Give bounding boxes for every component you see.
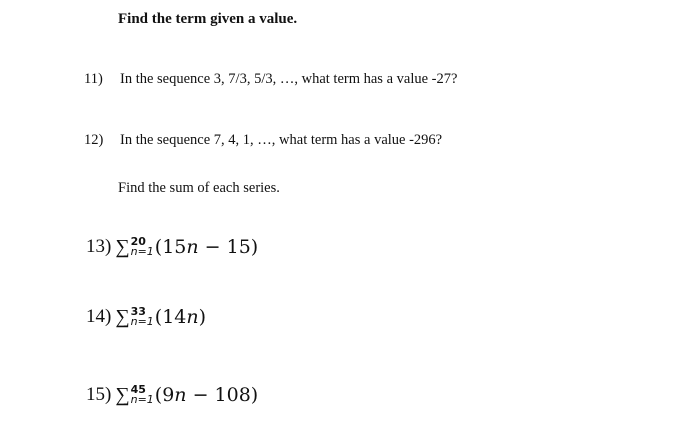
upper-limit: 33	[130, 304, 146, 318]
series-number: 15)	[86, 384, 112, 405]
question-11	[84, 71, 457, 88]
expression-variable: n	[174, 384, 187, 406]
summation	[115, 382, 154, 406]
question-text: In the sequence 3, 7/3, 5/3, …, what term has a value -27?	[120, 71, 458, 87]
summation-limits	[130, 234, 154, 258]
series-expression	[155, 306, 206, 328]
summation	[115, 304, 154, 328]
series-expression	[155, 384, 258, 406]
question-12	[84, 132, 442, 149]
question-number: 11)	[84, 71, 103, 87]
expression-open: (14	[154, 306, 187, 328]
section-heading-find-sum: Find the sum of each series.	[118, 180, 280, 196]
lower-limit: n=1	[130, 393, 154, 406]
sigma-symbol: ∑	[115, 384, 130, 406]
expression-rest: − 15)	[198, 236, 259, 258]
series-number: 14)	[86, 306, 112, 327]
series-number: 13)	[86, 236, 112, 257]
upper-limit: 20	[130, 234, 146, 248]
question-number: 12)	[84, 132, 104, 148]
series-15	[86, 384, 258, 406]
question-text: In the sequence 7, 4, 1, …, what term has a value -296?	[120, 132, 443, 148]
series-13	[86, 236, 258, 258]
expression-variable: n	[186, 236, 199, 258]
sigma-symbol: ∑	[115, 306, 130, 328]
lower-limit: n=1	[130, 245, 154, 258]
sigma-symbol: ∑	[115, 236, 130, 258]
expression-variable: n	[186, 306, 199, 328]
series-expression	[155, 236, 258, 258]
expression-open: (15	[154, 236, 187, 258]
upper-limit: 45	[130, 382, 146, 396]
section-heading-find-term: Find the term given a value.	[118, 11, 298, 27]
expression-rest: − 108)	[186, 384, 259, 406]
summation	[115, 234, 154, 258]
expression-rest: )	[198, 306, 207, 328]
series-14	[86, 306, 206, 328]
summation-limits	[130, 382, 154, 406]
summation-limits	[130, 304, 154, 328]
expression-open: (9	[154, 384, 175, 406]
lower-limit: n=1	[130, 315, 154, 328]
